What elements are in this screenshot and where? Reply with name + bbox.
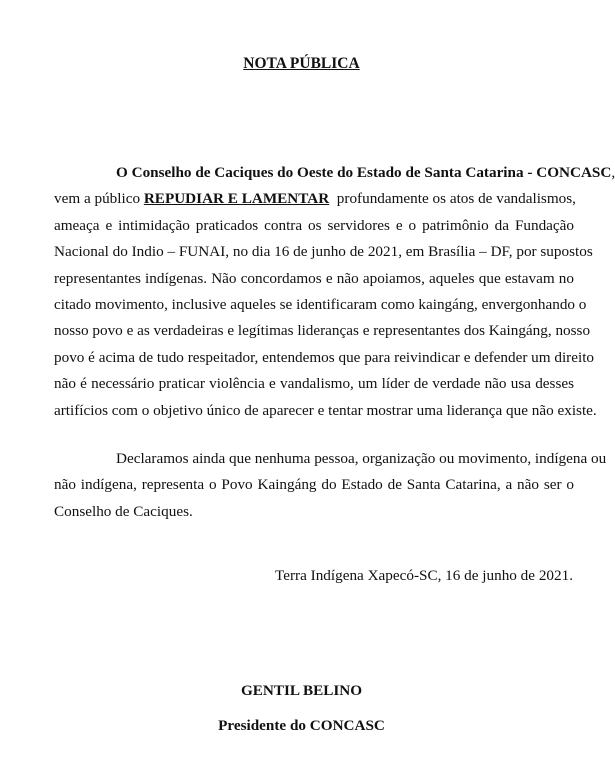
paragraph-2-line: não indígena, representa o Povo Kaingáng do Estado de Santa Catarina, a não ser o [54,476,574,494]
emphasis-text: REPUDIAR E LAMENTAR [143,190,330,208]
document-title: NOTA PÚBLICA [243,55,360,72]
paragraph-1-line: O Conselho de Caciques do Oeste do Estado de Santa Catarina - CONCASC, [116,164,615,181]
paragraph-1 [54,160,615,424]
paragraph-1-line: artifícios com o objetivo único de aparecer e tentar mostrar uma liderança que não existe. [54,401,597,419]
paragraph-2 [54,446,607,525]
paragraph-1-line: representantes indígenas. Não concordamos e não apoiamos, aqueles que estavam no [54,269,574,287]
place-date: Terra Indígena Xapecó-SC, 16 de junho de 2021. [275,567,573,584]
paragraph-1-line: citado movimento, inclusive aqueles se identificaram como kaingáng, envergonhando o [54,295,587,313]
paragraph-2-line: Conselho de Caciques. [54,502,193,520]
signatory-role: Presidente do CONCASC [218,717,385,734]
paragraph-2-line: Declaramos ainda que nenhuma pessoa, organização ou movimento, indígena ou [116,450,607,467]
paragraph-1-line: não é necessário praticar violência e vandalismo, um líder de verdade não usa desses [54,375,574,393]
paragraph-1-line: nosso povo e as verdadeiras e legítimas lideranças e representantes dos Kaingáng, nosso [54,322,591,340]
signatory-name: GENTIL BELINO [240,682,363,699]
organization-name: O Conselho de Caciques do Oeste do Estado de Santa Catarina - CONCASC [116,164,612,181]
paragraph-1-line: povo é acima de tudo respeitador, entendemos que para reivindicar e defender um direito [54,348,595,366]
paragraph-1-line: ameaça e intimidação praticados contra os servidores e o patrimônio da Fundação [54,216,574,234]
paragraph-1-line: vem a público REPUDIAR E LAMENTAR profundamente os atos de vandalismos, [54,190,576,208]
paragraph-1-line: Nacional do Indio – FUNAI, no dia 16 de junho de 2021, em Brasília – DF, por supostos [54,243,593,261]
